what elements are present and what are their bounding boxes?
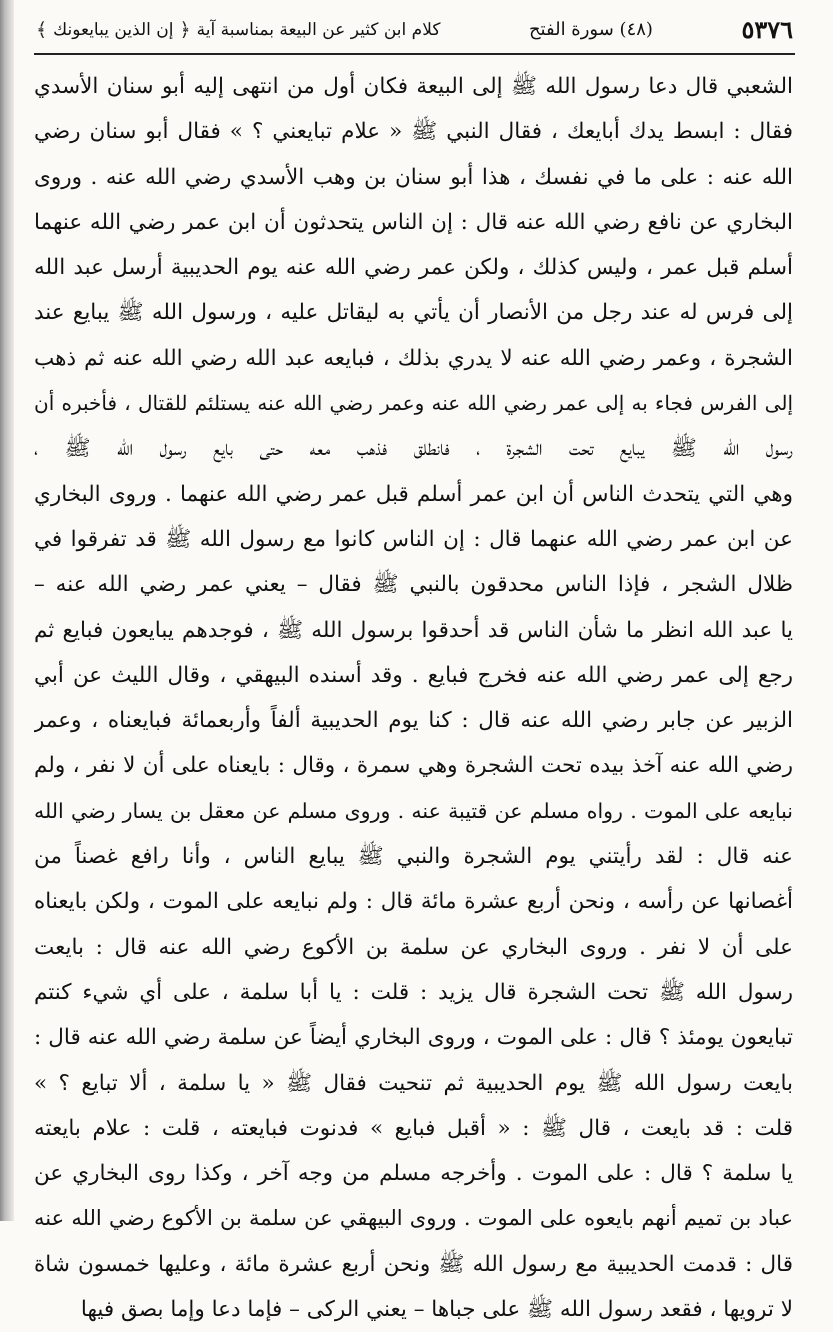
text-line: إلى فرس له عند رجل من الأنصار أن يأتي به ليقاتل عليه ، ورسول الله ﷺ يبايع عند [34, 300, 793, 326]
text-line: بايعت رسول الله ﷺ يوم الحديبية ثم تنحيت فقال ﷺ « يا سلمة ، ألا تبايع ؟ » [34, 1070, 793, 1096]
text-line: عن ابن عمر رضي الله عنهما قال : إن الناس كانوا مع رسول الله ﷺ قد تفرقوا في [34, 526, 793, 552]
text-line: على أن لا نفر . وروى البخاري عن سلمة بن الأكوع رضي الله عنه قال : بايعت [34, 934, 793, 960]
text-line: نبايعه على الموت . رواه مسلم عن قتيبة عنه . وروى مسلم عن معقل بن يسار رضي الله [34, 798, 793, 823]
running-title-text: كلام ابن كثير عن البيعة بمناسبة آية [196, 19, 441, 40]
text-line: رسول الله ﷺ تحت الشجرة قال يزيد : قلت : يا أبا سلمة ، على أي شيء كنتم [34, 979, 793, 1005]
text-line: يا سلمة ؟ قال : على الموت . وأخرجه مسلم من وجه آخر ، وكذا روى البخاري عن [34, 1161, 793, 1187]
text-line: رضي الله عنه آخذ بيده تحت الشجرة وهي سمرة ، وقال : بايعناه على أن لا نفر ، ولم [34, 753, 793, 779]
text-line: يا عبد الله انظر ما شأن الناس قد أحدقوا برسول الله ﷺ ، فوجدهم يبايعون فبايع ثم [34, 617, 793, 643]
text-line: عباد بن تميم أنهم بايعوه على الموت . وروى البيهقي عن سلمة بن الأكوع رضي الله عنه [34, 1206, 793, 1231]
text-line: عنه قال : لقد رأيتني يوم الشجرة والنبي ﷺ يبايع الناس ، وأنا رافع غصناً من [34, 844, 793, 870]
page-number: ٥٣٧٦ [741, 15, 793, 44]
text-line: فقال : ابسط يدك أبايعك ، فقال النبي ﷺ « علام تبايعني ؟ » فقال أبو سنان رضي [34, 119, 793, 145]
text-line: رسول الله ﷺ يبايع تحت الشجرة ، فانطلق فذهب معه حتى بايع رسول الله ﷺ ، [34, 436, 793, 462]
text-line: رجع إلى عمر رضي الله عنه فخرج فبايع . وقد أسنده البيهقي ، وقال الليث عن أبي [34, 662, 793, 688]
page-header [36, 10, 793, 50]
text-line: البخاري عن نافع رضي الله عنه قال : إن الناس يتحدثون أن ابن عمر رضي الله عنهما [34, 209, 793, 235]
running-title [36, 18, 441, 41]
text-line: ظلال الشجر ، فإذا الناس محدقون بالنبي ﷺ فقال – يعني عمر رضي الله عنه – [34, 572, 793, 598]
text-line: الشجرة ، وعمر رضي الله عنه لا يدري بذلك ، فبايعه عبد الله رضي الله عنه ثم ذهب [34, 345, 793, 371]
header-rule [34, 53, 795, 55]
text-line: وهي التي يتحدث الناس أن ابن عمر أسلم قبل عمر رضي الله عنهما . وروى البخاري [34, 481, 793, 507]
verse-reference: إن الذين يبايعونك [53, 19, 174, 40]
text-line: الشعبي قال دعا رسول الله ﷺ إلى البيعة فكان أول من انتهى إليه أبو سنان الأسدي [34, 74, 793, 99]
text-line: الزبير عن جابر رضي الله عنه قال : كنا يوم الحديبية ألفاً وأربعمائة فبايعناه ، وعمر [34, 708, 793, 734]
text-line: أغصانها عن رأسه ، ونحن أربع عشرة مائة قال : ولم نبايعه على الموت ، ولكن بايعناه [34, 889, 793, 915]
ornament-bracket-icon: ﴾ [36, 18, 48, 41]
body-text [34, 64, 793, 1332]
text-line: قلت : قد بايعت ، قال ﷺ : « أقبل فبايع » فدنوت فبايعته ، قلت : علام بايعته [34, 1115, 793, 1141]
scan-shadow-edge [0, 0, 14, 1221]
text-line: أسلم قبل عمر ، وليس كذلك ، ولكن عمر رضي الله عنه يوم الحديبية أرسل عبد الله [34, 255, 793, 281]
text-line: قال : قدمت الحديبية مع رسول الله ﷺ ونحن أربع عشرة مائة ، وعليها خمسون شاة [34, 1251, 793, 1277]
text-line: لا ترويها ، فقعد رسول الله ﷺ على جباها – يعني الركى – فإما دعا وإما بصق فيها [80, 1297, 793, 1323]
ornament-bracket-icon: ﴿ [179, 18, 191, 41]
text-line: الله عنه : على ما في نفسك ، هذا أبو سنان بن وهب الأسدي رضي الله عنه . وروى [34, 164, 793, 190]
text-line: إلى الفرس فجاء به إلى عمر رضي الله عنه وعمر رضي الله عنه يستلئم للقتال ، فأخبره أن [34, 391, 793, 416]
surah-title: (٤٨) سورة الفتح [528, 19, 653, 40]
text-line: تبايعون يومئذ ؟ قال : على الموت ، وروى البخاري أيضاً عن سلمة رضي الله عنه قال : [34, 1025, 793, 1051]
